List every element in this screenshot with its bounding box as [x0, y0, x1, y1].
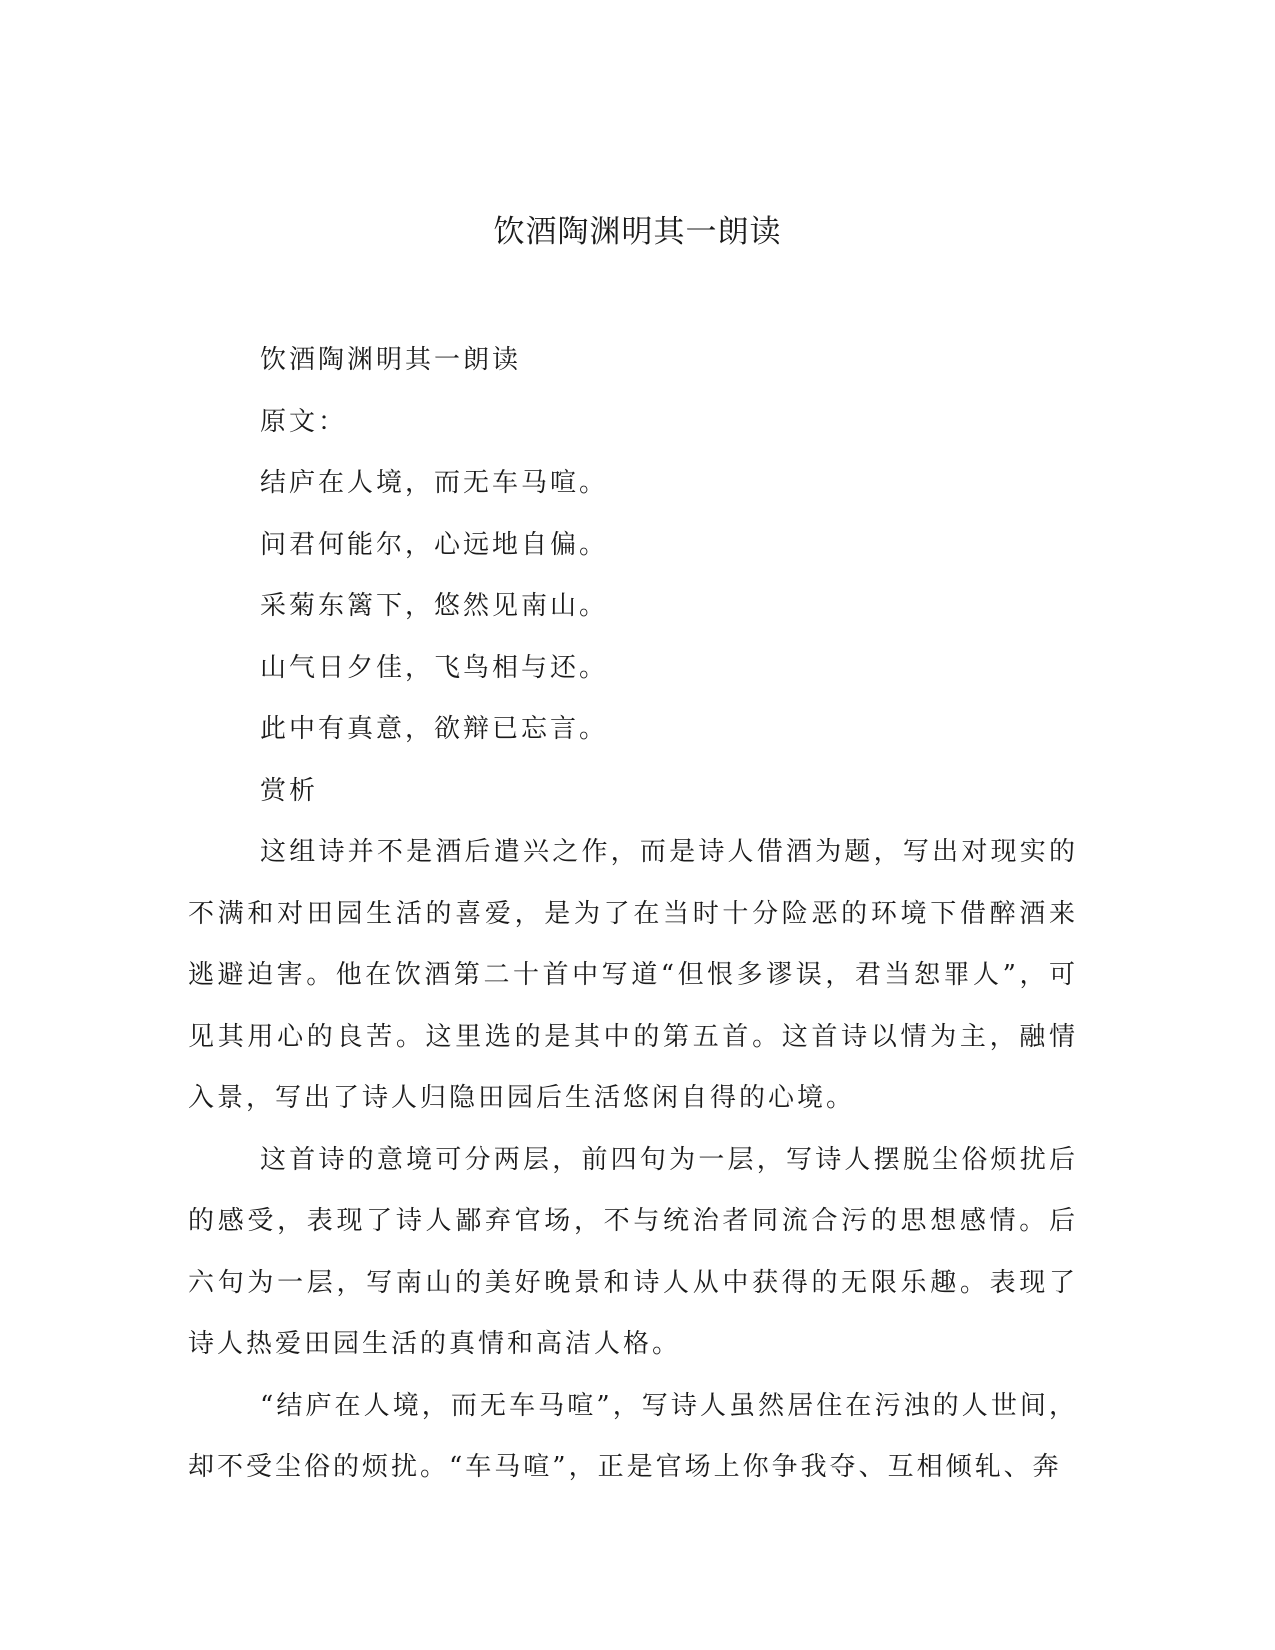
poem-line-5: 此中有真意，欲辩已忘言。 [260, 714, 609, 744]
poem-line-4: 山气日夕佳，飞鸟相与还。 [260, 652, 609, 683]
appreciation-paragraph-2: 这首诗的意境可分两层，前四句为一层，写诗人摆脱尘俗烦扰后的感受，表现了诗人鄙弃官场，不与统治者同流合污的思想感情。后六句为一层，写南山的美好晚景和诗人从中获得的无限乐趣。表现了诗人热爱田园生活的真情和高洁人格。 [188, 1144, 1078, 1359]
poem-line-2: 问君何能尔，心远地自偏。 [260, 529, 609, 560]
poem-line-1: 结庐在人境，而无车马喧。 [260, 468, 609, 498]
document-body [188, 330, 1078, 1499]
appreciation-label: 赏析 [260, 775, 319, 806]
original-text-label: 原文： [260, 406, 348, 437]
appreciation-paragraph-1: 这组诗并不是酒后遣兴之作，而是诗人借酒为题，写出对现实的不满和对田园生活的喜爱，是为了在当时十分险恶的环境下借醉酒来逃避迫害。他在饮酒第二十首中写道“但恨多谬误，君当恕罪人”，可见其用心的良苦。这里选的是其中的第五首。这首诗以情为主，融情入景，写出了诗人归隐田园后生活悠闲自得的心境。 [188, 837, 1078, 1113]
document-title: 饮酒陶渊明其一朗读 [493, 214, 782, 250]
subtitle-line: 饮酒陶渊明其一朗读 [260, 345, 522, 375]
appreciation-paragraph-3: “结庐在人境，而无车马喧”，写诗人虽然居住在污浊的人世间，却不受尘俗的烦扰。“车马喧”，正是官场上你争我夺、互相倾轧、奔 [188, 1390, 1078, 1482]
poem-line-3: 采菊东篱下，悠然见南山。 [260, 591, 609, 621]
